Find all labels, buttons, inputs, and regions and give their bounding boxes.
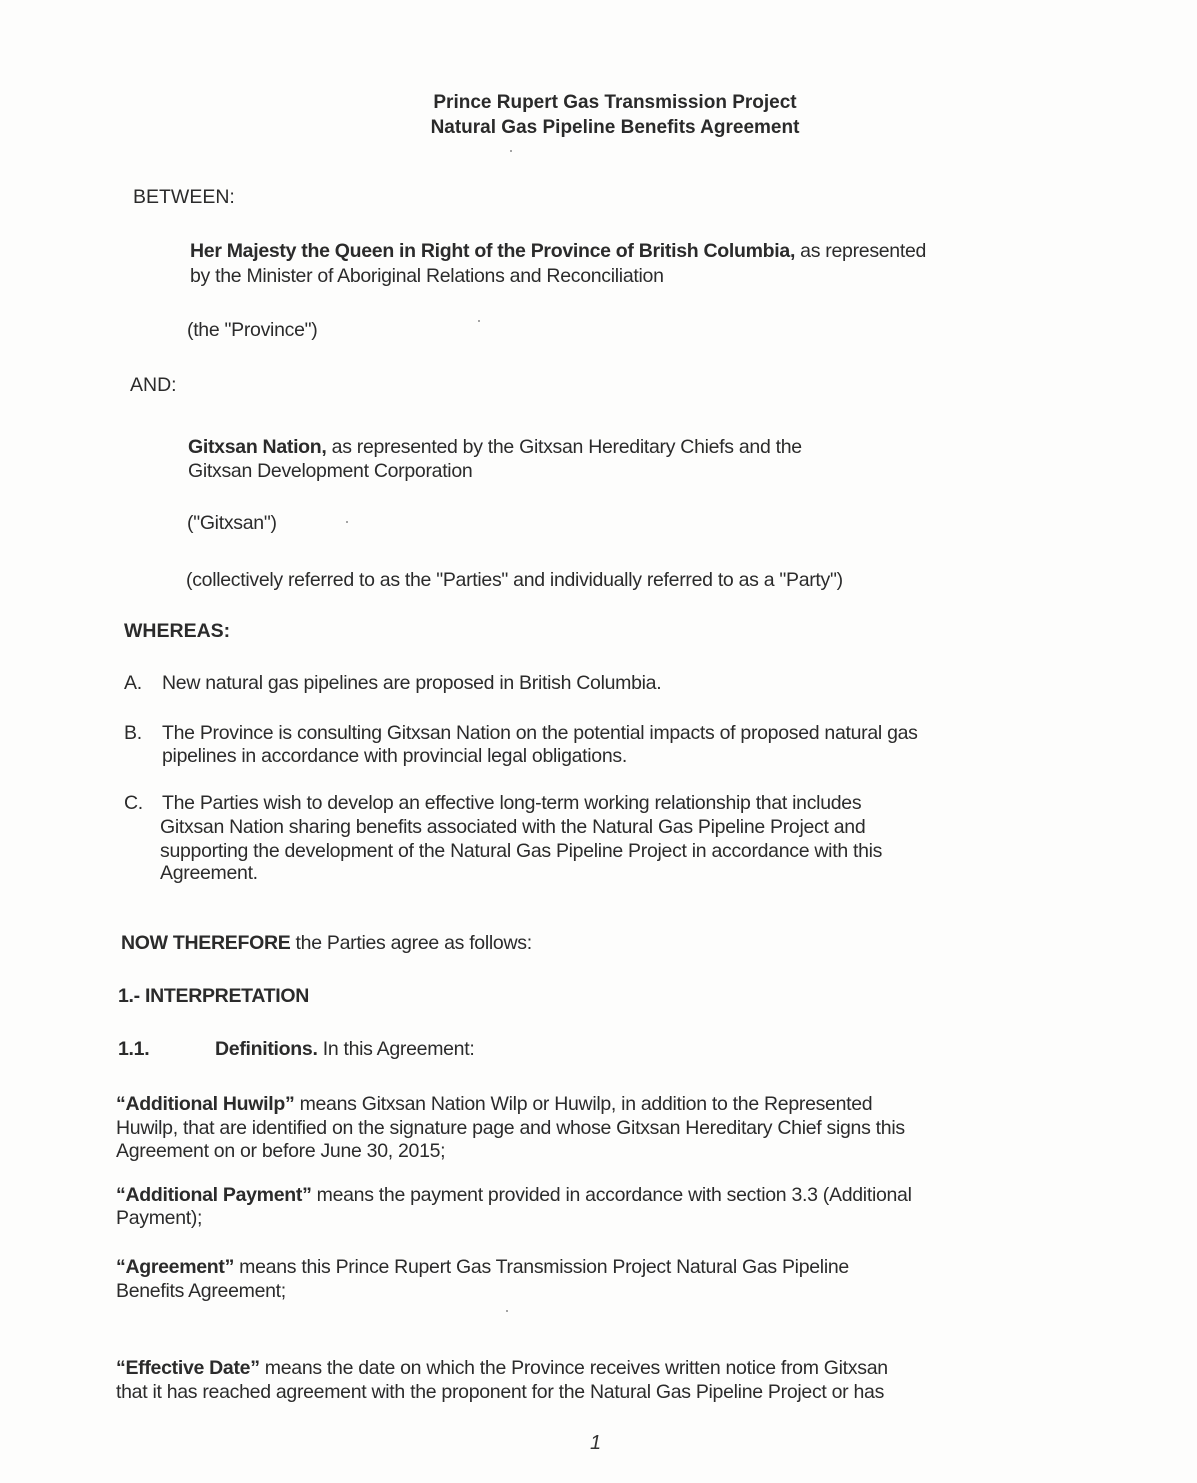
page-number: 1	[590, 1432, 602, 1454]
definition-line: Agreement on or before June 30, 2015;	[116, 1140, 446, 1162]
whereas-text-line: Gitxsan Nation sharing benefits associated with the Natural Gas Pipeline Project and	[160, 816, 866, 838]
scan-speck	[506, 1310, 508, 1312]
whereas-text-line: Agreement.	[160, 862, 258, 884]
definition-line: Benefits Agreement;	[116, 1280, 286, 1302]
scan-speck	[478, 320, 480, 322]
between-alias: (the "Province")	[187, 319, 318, 341]
definition-line	[116, 1255, 849, 1279]
and-party-line-1	[188, 435, 802, 459]
definition-line	[116, 1092, 872, 1116]
between-party-rest: as represented	[795, 240, 927, 262]
section-heading: 1.- INTERPRETATION	[118, 985, 310, 1007]
whereas-letter: B.	[124, 722, 142, 744]
now-therefore-bold: NOW THEREFORE	[121, 932, 291, 954]
and-party-rest: as represented by the Gitxsan Hereditary Chiefs and the	[326, 436, 802, 458]
scan-speck	[510, 150, 512, 152]
whereas-label: WHEREAS:	[124, 620, 231, 642]
title-line-2: Natural Gas Pipeline Benefits Agreement	[430, 117, 800, 138]
whereas-text-line: New natural gas pipelines are proposed in British Columbia.	[162, 672, 662, 694]
definition-line: that it has reached agreement with the proponent for the Natural Gas Pipeline Project or has	[116, 1381, 885, 1403]
definition-term: “Effective Date”	[116, 1357, 260, 1379]
subsection-number: 1.1.	[118, 1038, 150, 1060]
definition-term: “Additional Huwilp”	[116, 1093, 295, 1115]
subsection-title: Definitions.	[215, 1038, 318, 1060]
between-label: BETWEEN:	[133, 186, 235, 208]
subsection-intro: In this Agreement:	[317, 1038, 475, 1060]
definition-line: Payment);	[116, 1207, 203, 1229]
and-alias: ("Gitxsan")	[187, 512, 277, 534]
and-party-line-2: Gitxsan Development Corporation	[188, 460, 473, 482]
definition-line: Huwilp, that are identified on the signature page and whose Gitxsan Hereditary Chief signs this	[116, 1117, 905, 1139]
whereas-text-line: supporting the development of the Natural Gas Pipeline Project in accordance with this	[160, 840, 883, 862]
definition-text: means the date on which the Province receives written notice from Gitxsan	[259, 1357, 888, 1379]
title-line-1: Prince Rupert Gas Transmission Project	[433, 92, 797, 113]
and-label: AND:	[130, 374, 177, 396]
collective-note: (collectively referred to as the "Parties" and individually referred to as a "Party")	[186, 569, 843, 591]
now-therefore-line	[121, 931, 532, 955]
definition-line	[116, 1183, 912, 1207]
now-therefore-rest: the Parties agree as follows:	[290, 932, 532, 954]
scan-speck	[346, 521, 348, 523]
subsection-title-line	[215, 1037, 474, 1061]
whereas-letter: C.	[124, 792, 143, 814]
definition-term: “Additional Payment”	[116, 1184, 312, 1206]
between-party-name: Her Majesty the Queen in Right of the Province of British Columbia,	[190, 240, 796, 262]
definition-line	[116, 1356, 888, 1380]
definition-text: means the payment provided in accordance with section 3.3 (Additional	[311, 1184, 912, 1206]
whereas-text-line: The Parties wish to develop an effective long-term working relationship that includes	[162, 792, 862, 814]
and-party-name: Gitxsan Nation,	[188, 436, 327, 458]
whereas-text-line: The Province is consulting Gitxsan Nation on the potential impacts of proposed natural gas	[162, 722, 918, 744]
definition-text: means this Prince Rupert Gas Transmission Project Natural Gas Pipeline	[234, 1256, 849, 1278]
whereas-text-line: pipelines in accordance with provincial legal obligations.	[162, 745, 627, 767]
whereas-letter: A.	[124, 672, 142, 694]
between-party-line-1	[190, 239, 926, 263]
definition-text: means Gitxsan Nation Wilp or Huwilp, in addition to the Represented	[294, 1093, 873, 1115]
between-party-line-2: by the Minister of Aboriginal Relations and Reconciliation	[190, 265, 664, 287]
definition-term: “Agreement”	[116, 1256, 235, 1278]
